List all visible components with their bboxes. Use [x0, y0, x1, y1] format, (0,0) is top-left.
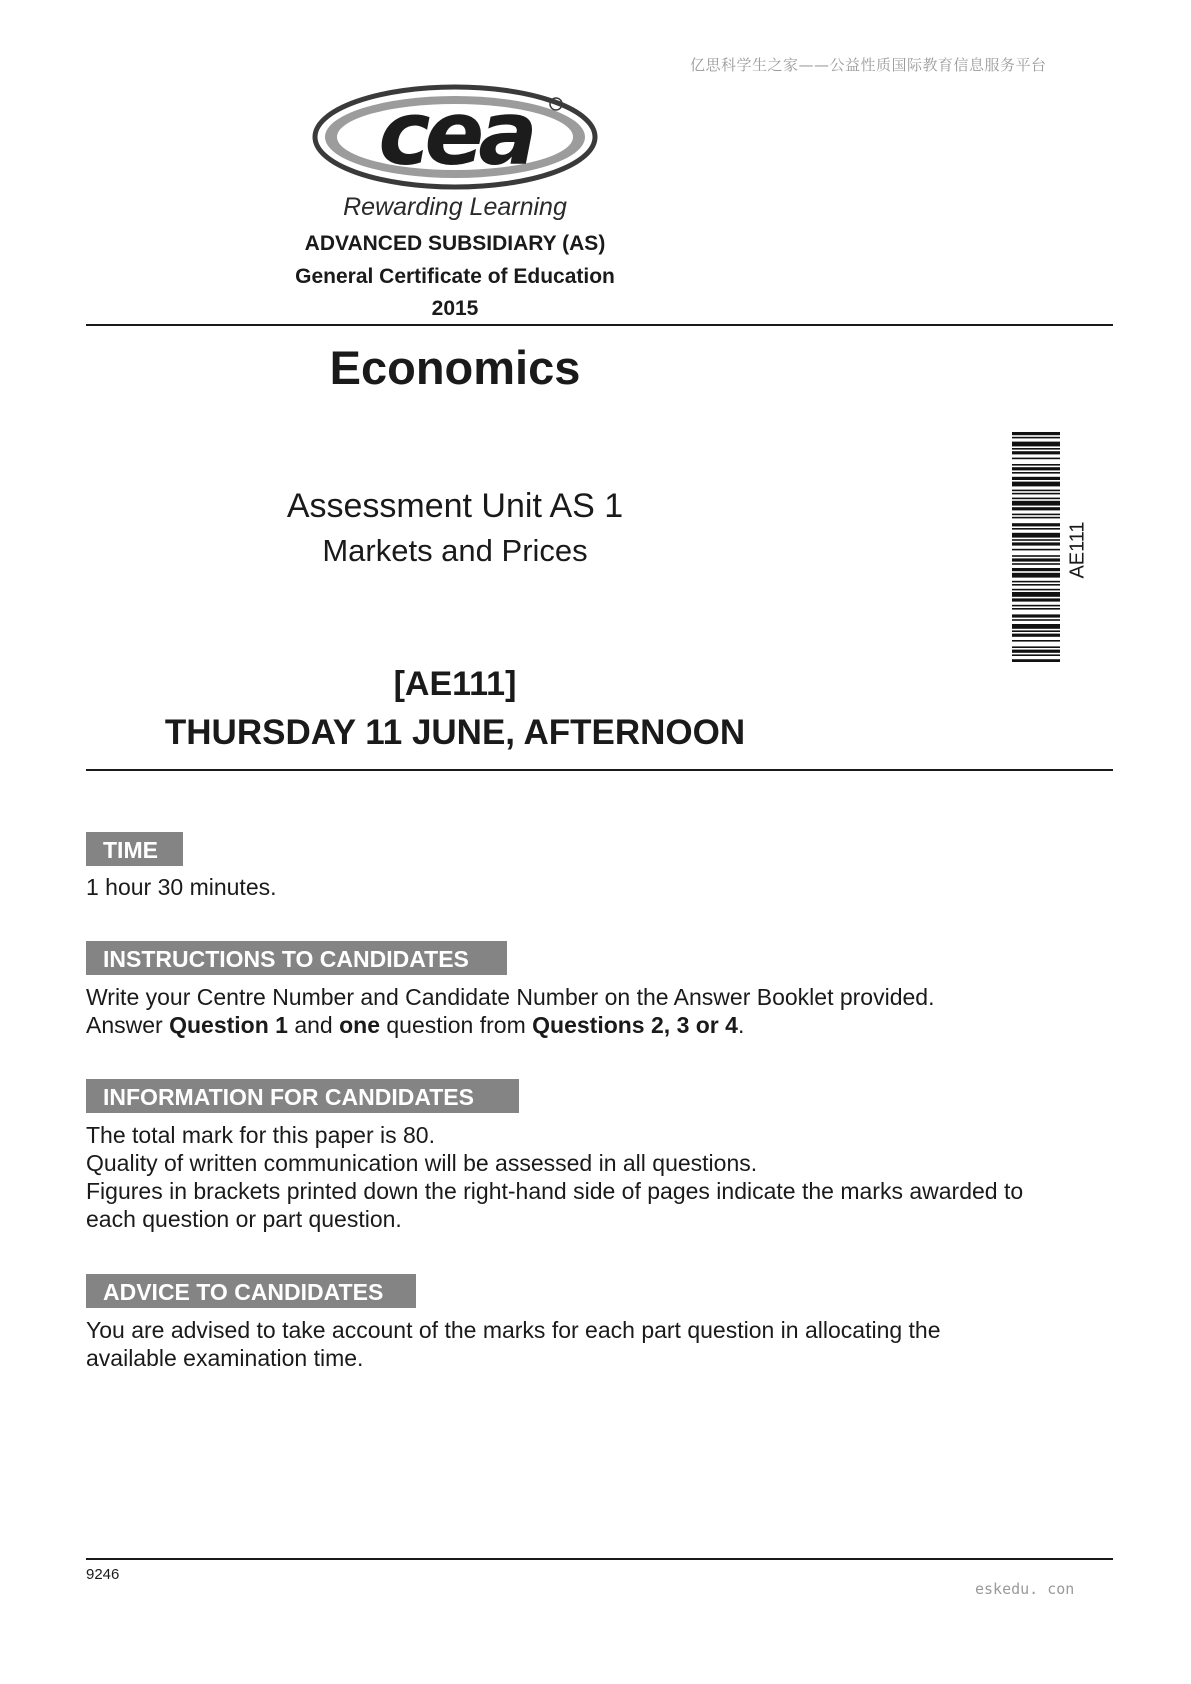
instructions-line-1: Write your Centre Number and Candidate Number on the Answer Booklet provided.	[86, 984, 935, 1010]
instructions-text	[86, 983, 1116, 1039]
qualification-certificate: General Certificate of Education	[295, 265, 615, 288]
barcode-label: AE111	[1066, 521, 1089, 579]
qualification-level: ADVANCED SUBSIDIARY (AS)	[304, 232, 606, 255]
information-heading: INFORMATION FOR CANDIDATES	[86, 1079, 519, 1113]
middle-divider	[86, 769, 1113, 771]
information-line-2: Quality of written communication will be assessed in all questions.	[86, 1150, 758, 1176]
instructions-line-2: Answer Question 1 and one question from Questions 2, 3 or 4.	[86, 1012, 745, 1038]
svg-text:cea: cea	[378, 82, 532, 185]
time-heading: TIME	[86, 832, 183, 866]
advice-text	[86, 1316, 1116, 1372]
instructions-heading: INSTRUCTIONS TO CANDIDATES	[86, 941, 507, 975]
watermark-top: 亿思科学生之家——公益性质国际教育信息服务平台	[690, 56, 1047, 74]
footer-divider	[86, 1558, 1113, 1560]
information-text	[86, 1121, 1116, 1233]
subject-title: Economics	[329, 341, 581, 394]
qualification-year: 2015	[431, 297, 479, 320]
advice-line-1: You are advised to take account of the marks for each part question in allocating the	[86, 1317, 941, 1343]
assessment-unit: Assessment Unit AS 1	[286, 487, 624, 525]
unit-title: Markets and Prices	[322, 533, 588, 568]
information-line-4: each question or part question.	[86, 1206, 402, 1232]
advice-heading: ADVICE TO CANDIDATES	[86, 1274, 416, 1308]
top-divider	[86, 324, 1113, 326]
paper-code: [AE111]	[393, 665, 517, 703]
watermark-bottom: eskedu. con	[975, 1580, 1075, 1598]
information-line-1: The total mark for this paper is 80.	[86, 1122, 435, 1148]
cea-logo	[310, 82, 600, 192]
tagline: Rewarding Learning	[343, 193, 567, 221]
footer-code: 9246	[86, 1566, 120, 1583]
time-text: 1 hour 30 minutes.	[86, 874, 277, 900]
advice-line-2: available examination time.	[86, 1345, 364, 1371]
information-line-3: Figures in brackets printed down the right-hand side of pages indicate the marks awarded to	[86, 1178, 1024, 1204]
exam-date: THURSDAY 11 JUNE, AFTERNOON	[164, 713, 746, 752]
barcode	[1012, 432, 1060, 662]
